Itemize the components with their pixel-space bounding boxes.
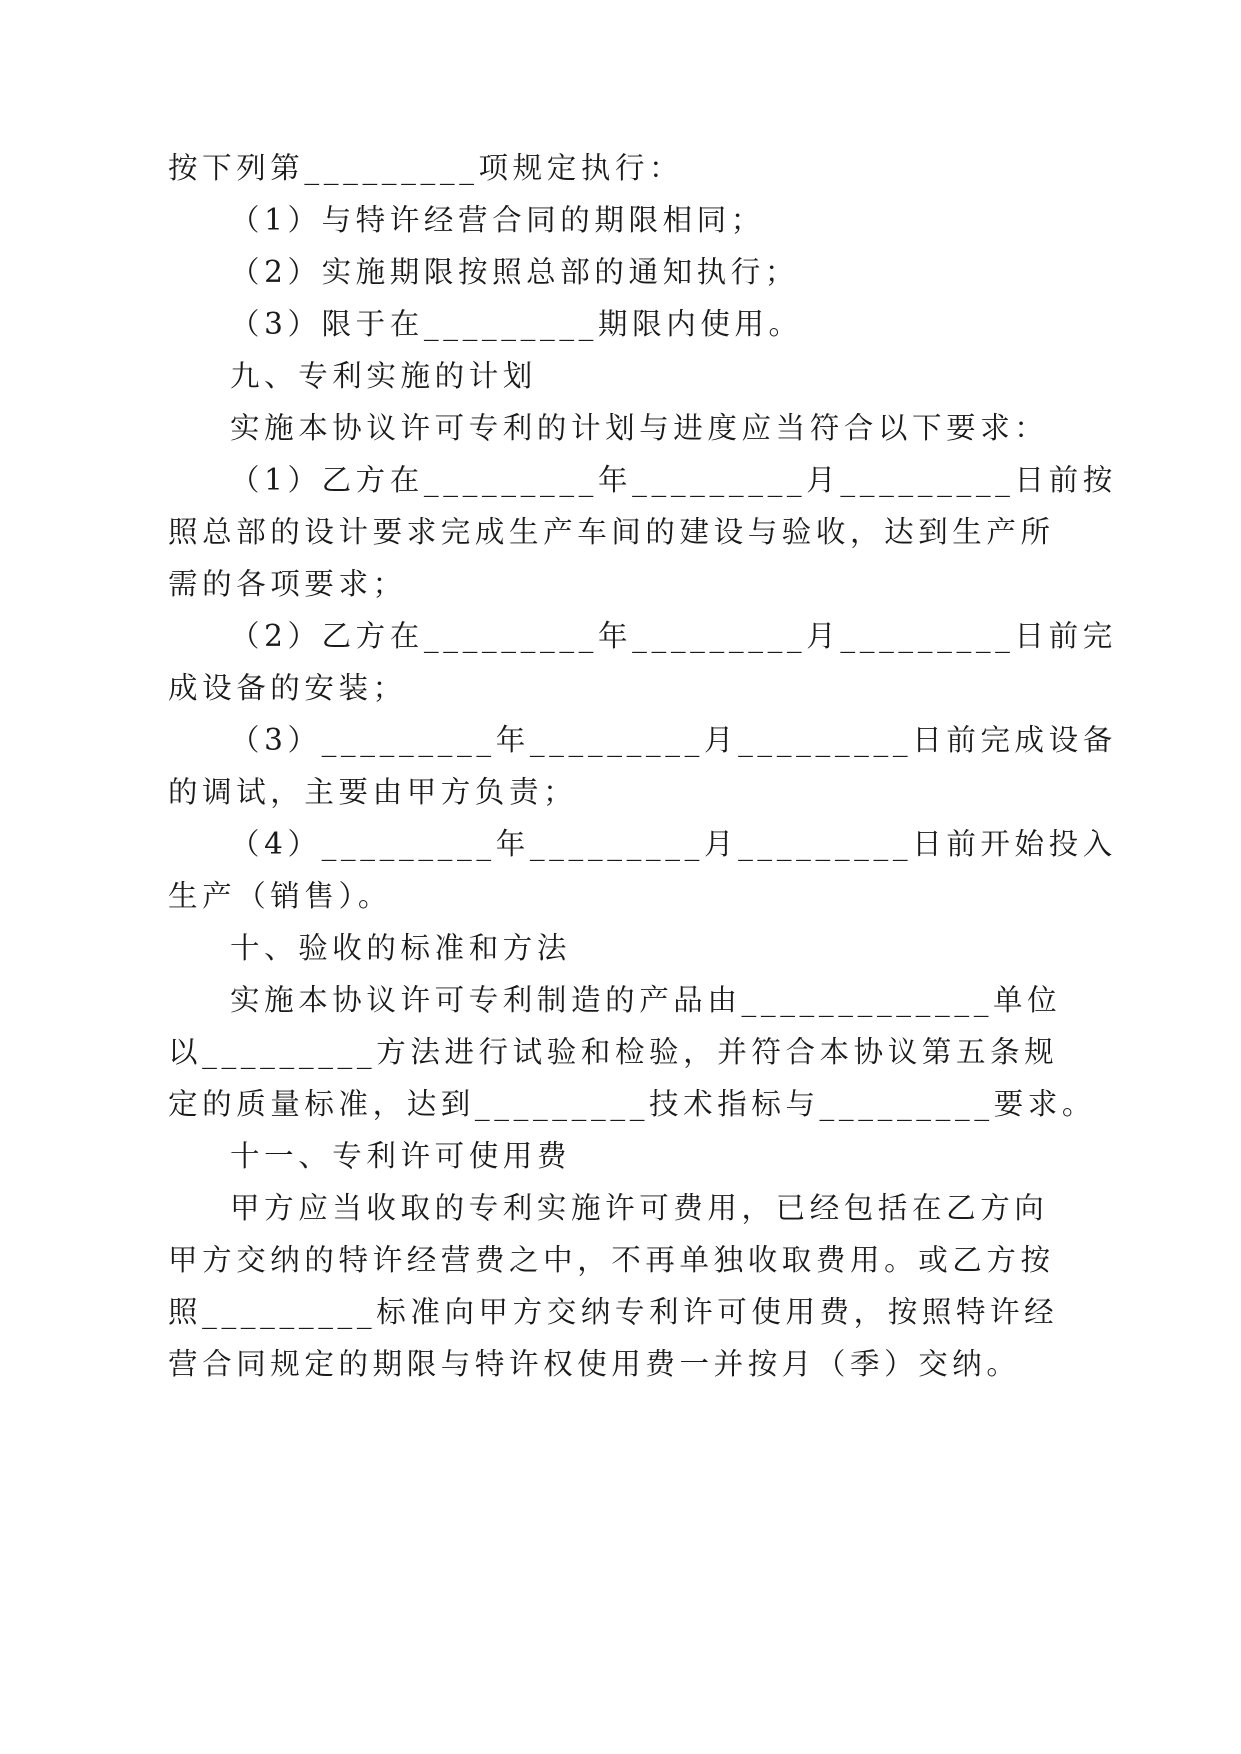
text-line: 按下列第_________项规定执行：	[168, 151, 684, 185]
text-line: （3）_________年_________月_________日前完成设备	[230, 723, 1117, 757]
text-line: 实施本协议许可专利制造的产品由_____________单位	[230, 983, 1062, 1017]
text-line: （2）乙方在_________年_________月_________日前完	[230, 619, 1117, 653]
section-heading: 十、验收的标准和方法	[230, 931, 572, 965]
section-heading: 九、专利实施的计划	[230, 359, 537, 393]
section-heading: 十一、专利许可使用费	[230, 1139, 572, 1173]
text-line: 的调试，主要由甲方负责；	[168, 775, 578, 809]
text-line: 甲方应当收取的专利实施许可费用，已经包括在乙方向	[230, 1191, 1049, 1225]
text-line: （3）限于在_________期限内使用。	[230, 307, 803, 341]
text-line: （4）_________年_________月_________日前开始投入	[230, 827, 1117, 861]
text-line: 照_________标准向甲方交纳专利许可使用费，按照特许经	[168, 1295, 1059, 1329]
text-line: （1）与特许经营合同的期限相同；	[230, 203, 765, 237]
text-line: （1）乙方在_________年_________月_________日前按	[230, 463, 1117, 497]
text-line: 生产（销售）。	[168, 879, 392, 913]
text-line: 甲方交纳的特许经营费之中，不再单独收取费用。或乙方按	[168, 1243, 1055, 1277]
text-line: 营合同规定的期限与特许权使用费一并按月（季）交纳。	[168, 1347, 1021, 1381]
text-line: 以_________方法进行试验和检验，并符合本协议第五条规	[168, 1035, 1059, 1069]
text-line: 成设备的安装；	[168, 671, 407, 705]
text-line: （2）实施期限按照总部的通知执行；	[230, 255, 799, 289]
text-line: 需的各项要求；	[168, 567, 407, 601]
text-line: 照总部的设计要求完成生产车间的建设与验收，达到生产所	[168, 515, 1055, 549]
text-line: 定的质量标准，达到_________技术指标与_________要求。	[168, 1087, 1096, 1121]
text-line: 实施本协议许可专利的计划与进度应当符合以下要求：	[230, 411, 1049, 445]
